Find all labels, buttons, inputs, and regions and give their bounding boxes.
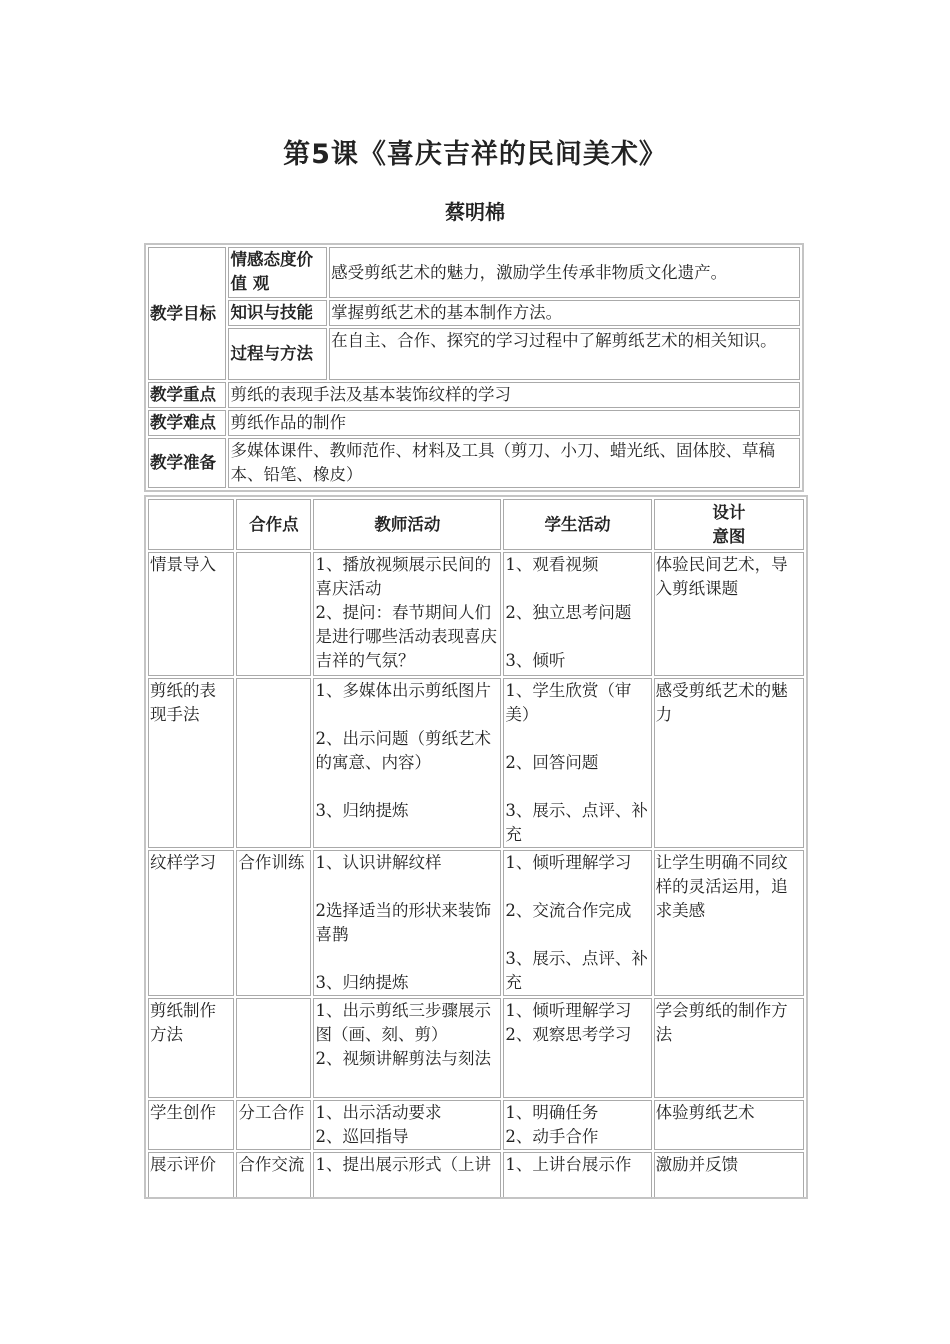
- student-step: 1、明确任务: [505, 1103, 599, 1122]
- header-stage: [148, 499, 234, 550]
- teaching-goals-label: 教学目标: [148, 247, 226, 380]
- row-stage: 学生创作: [148, 1100, 234, 1150]
- row-cooperation: 合作训练: [236, 850, 311, 996]
- spacer: [315, 703, 499, 727]
- header-design-intent: [654, 499, 804, 550]
- student-step: 1、观看视频: [505, 555, 599, 574]
- teacher-step: 2、出示问题（剪纸艺术的寓意、内容）: [315, 729, 491, 772]
- row-design-intent: 体验剪纸艺术: [654, 1100, 804, 1150]
- goal-text-process: 在自主、合作、探究的学习过程中了解剪纸艺术的相关知识。: [329, 328, 800, 380]
- header-student-activity: 学生活动: [503, 499, 651, 550]
- student-step: 3、倾听: [505, 651, 566, 670]
- row-cooperation: [236, 998, 311, 1098]
- spacer: [505, 625, 649, 649]
- teacher-step: 1、出示剪纸三步骤展示图（画、刻、剪）: [315, 1001, 491, 1044]
- teacher-step: 1、播放视频展示民间的喜庆活动: [315, 555, 491, 598]
- student-step: 1、学生欣赏（审美）: [505, 681, 632, 724]
- student-step: 2、观察思考学习: [505, 1025, 632, 1044]
- student-step: 2、回答问题: [505, 753, 599, 772]
- header-teacher-activity: 教师活动: [313, 499, 501, 550]
- header-design-intent-line1: 设计: [712, 502, 746, 522]
- row-teacher-activity: [313, 850, 501, 996]
- teacher-step: 2、视频讲解剪法与刻法: [315, 1049, 491, 1068]
- row-student-activity: [503, 552, 651, 676]
- author-name: 蔡明棉: [445, 200, 505, 224]
- teacher-step: 1、多媒体出示剪纸图片: [315, 681, 491, 700]
- student-step: 1、倾听理解学习: [505, 1001, 632, 1020]
- row-teacher-activity: [313, 678, 501, 848]
- teacher-step: 2选择适当的形状来装饰喜鹊: [315, 901, 491, 944]
- goal-label-process: 过程与方法: [228, 328, 327, 380]
- row-cooperation: 分工合作: [236, 1100, 311, 1150]
- difficulty-text: 剪纸作品的制作: [228, 410, 800, 436]
- spacer: [315, 875, 499, 899]
- difficulty-label: 教学难点: [148, 410, 226, 436]
- goal-label-knowledge: 知识与技能: [228, 300, 327, 326]
- spacer: [315, 775, 499, 799]
- row-stage: 剪纸制作方法: [148, 998, 234, 1098]
- preparation-text: 多媒体课件、教师范作、材料及工具（剪刀、小刀、蜡光纸、固体胶、草稿本、铅笔、橡皮）: [228, 438, 800, 488]
- row-teacher-activity: [313, 1100, 501, 1150]
- row-teacher-activity: [313, 998, 501, 1098]
- spacer: [505, 775, 649, 799]
- page-title: 第5课《喜庆吉祥的民间美术》: [283, 139, 667, 170]
- spacer: [315, 947, 499, 971]
- row-design-intent: 激励并反馈: [654, 1152, 804, 1199]
- row-design-intent: 体验民间艺术，导入剪纸课题: [654, 552, 804, 676]
- teacher-step: 2、提问：春节期间人们是进行哪些活动表现喜庆吉祥的气氛？: [315, 603, 497, 670]
- row-design-intent: 让学生明确不同纹样的灵活运用，追求美感: [654, 850, 804, 996]
- student-step: 2、动手合作: [505, 1127, 599, 1146]
- teacher-step: 2、巡回指导: [315, 1127, 409, 1146]
- row-design-intent: 感受剪纸艺术的魅力: [654, 678, 804, 848]
- row-stage: 情景导入: [148, 552, 234, 676]
- row-cooperation: [236, 678, 311, 848]
- row-cooperation: [236, 552, 311, 676]
- header-design-intent-line2: 意图: [712, 526, 746, 546]
- teaching-process-table: [146, 497, 806, 1199]
- row-stage: 剪纸的表现手法: [148, 678, 234, 848]
- student-step: 1、上讲台展示作: [505, 1155, 632, 1174]
- row-stage: 展示评价: [148, 1152, 234, 1199]
- row-teacher-activity: [313, 1152, 501, 1199]
- goal-label-emotion: 情感态度价值 观: [228, 247, 327, 298]
- student-step: 3、展示、点评、补充: [505, 949, 648, 992]
- row-stage: 纹样学习: [148, 850, 234, 996]
- teacher-step: 1、提出展示形式（上讲: [315, 1155, 491, 1174]
- row-student-activity: [503, 998, 651, 1098]
- row-teacher-activity: [313, 552, 501, 676]
- teacher-step: 3、归纳提炼: [315, 973, 409, 992]
- teaching-process-table-wrapper: [144, 495, 808, 1199]
- spacer: [505, 923, 649, 947]
- key-point-text: 剪纸的表现手法及基本装饰纹样的学习: [228, 382, 800, 408]
- row-student-activity: [503, 1100, 651, 1150]
- student-step: 2、交流合作完成: [505, 901, 632, 920]
- row-student-activity: [503, 1152, 651, 1199]
- student-step: 2、独立思考问题: [505, 603, 632, 622]
- goal-text-knowledge: 掌握剪纸艺术的基本制作方法。: [329, 300, 800, 326]
- teaching-goals-table: [144, 243, 804, 492]
- teacher-step: 1、出示活动要求: [315, 1103, 442, 1122]
- teacher-step: 1、认识讲解纹样: [315, 853, 442, 872]
- row-student-activity: [503, 850, 651, 996]
- spacer: [505, 577, 649, 601]
- row-design-intent: 学会剪纸的制作方法: [654, 998, 804, 1098]
- preparation-label: 教学准备: [148, 438, 226, 488]
- row-cooperation: 合作交流: [236, 1152, 311, 1199]
- student-step: 3、展示、点评、补充: [505, 801, 648, 844]
- spacer: [505, 727, 649, 751]
- spacer: [505, 875, 649, 899]
- key-point-label: 教学重点: [148, 382, 226, 408]
- student-step: 1、倾听理解学习: [505, 853, 632, 872]
- teacher-step: 3、归纳提炼: [315, 801, 409, 820]
- row-student-activity: [503, 678, 651, 848]
- goal-text-emotion: 感受剪纸艺术的魅力，激励学生传承非物质文化遗产。: [329, 247, 800, 298]
- header-cooperation: 合作点: [236, 499, 311, 550]
